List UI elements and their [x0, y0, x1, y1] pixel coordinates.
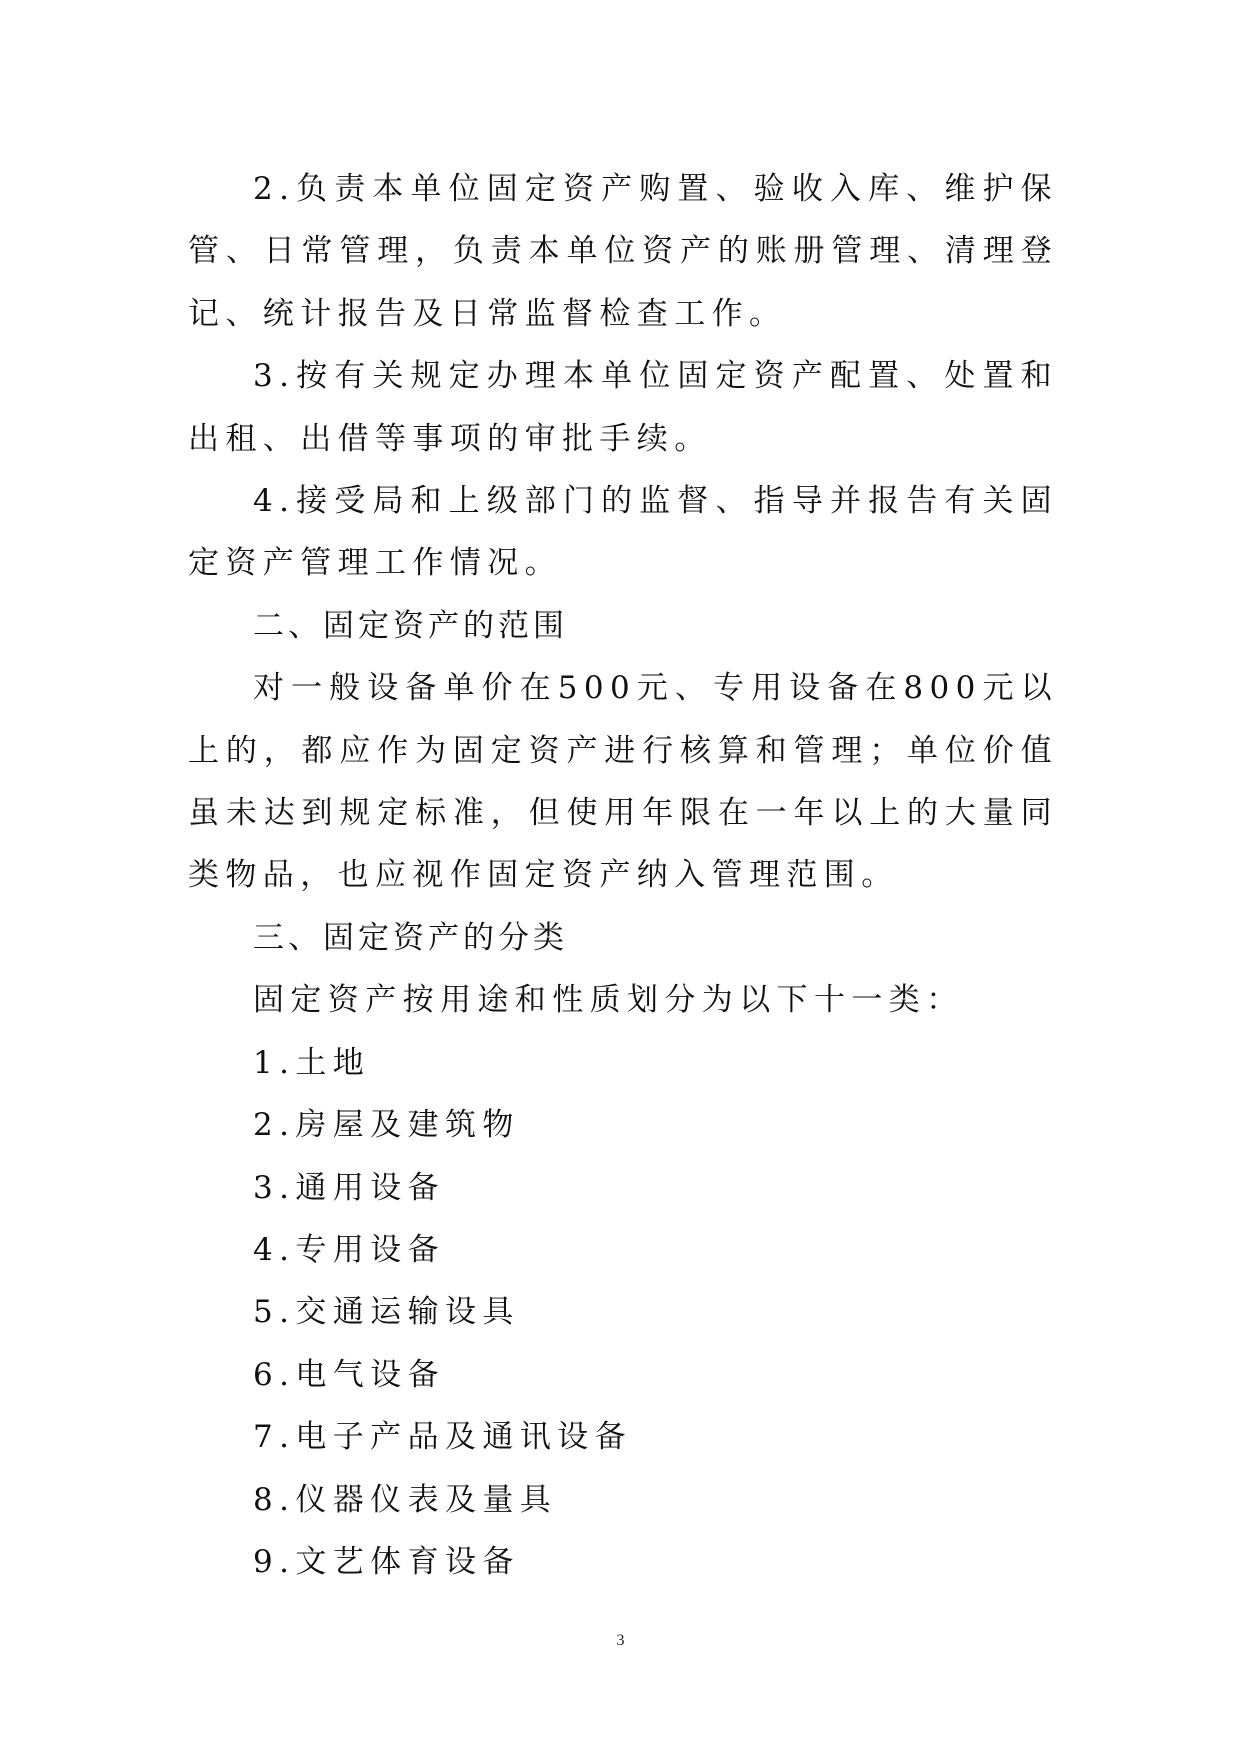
- list-item-category-2: 2.房屋及建筑物: [253, 1107, 520, 1144]
- page-body: [188, 158, 1058, 1593]
- section-heading-scope: 二、固定资产的范围: [253, 607, 568, 644]
- paragraph-scope: 对一般设备单价在500元、专用设备在800元以上的，都应作为固定资产进行核算和管理；单位价值虽未达到规定标准，但使用年限在一年以上的大量同类物品，也应视作固定资产纳入管理范围。: [188, 670, 1058, 894]
- paragraph-duty-3: 3.按有关规定办理本单位固定资产配置、处置和出租、出借等事项的审批手续。: [188, 358, 1058, 457]
- list-item-category-6: 6.电气设备: [253, 1356, 445, 1393]
- list-item-category-8: 8.仪器仪表及量具: [253, 1481, 558, 1518]
- paragraph-duty-4: 4.接受局和上级部门的监督、指导并报告有关固定资产管理工作情况。: [188, 483, 1058, 582]
- list-item-category-4: 4.专用设备: [253, 1231, 445, 1268]
- list-item-category-9: 9.文艺体育设备: [253, 1543, 520, 1580]
- paragraph-classification-intro: 固定资产按用途和性质划分为以下十一类：: [253, 982, 964, 1019]
- list-item-category-1: 1.土地: [253, 1044, 371, 1081]
- list-item-category-5: 5.交通运输设具: [253, 1294, 520, 1331]
- section-heading-classification: 三、固定资产的分类: [253, 919, 568, 956]
- list-item-category-3: 3.通用设备: [253, 1169, 445, 1206]
- page-number: 3: [616, 1632, 625, 1649]
- list-item-category-7: 7.电子产品及通讯设备: [253, 1419, 632, 1456]
- paragraph-duty-2: 2.负责本单位固定资产购置、验收入库、维护保管、日常管理，负责本单位资产的账册管理、清理登记、统计报告及日常监督检查工作。: [188, 171, 1058, 332]
